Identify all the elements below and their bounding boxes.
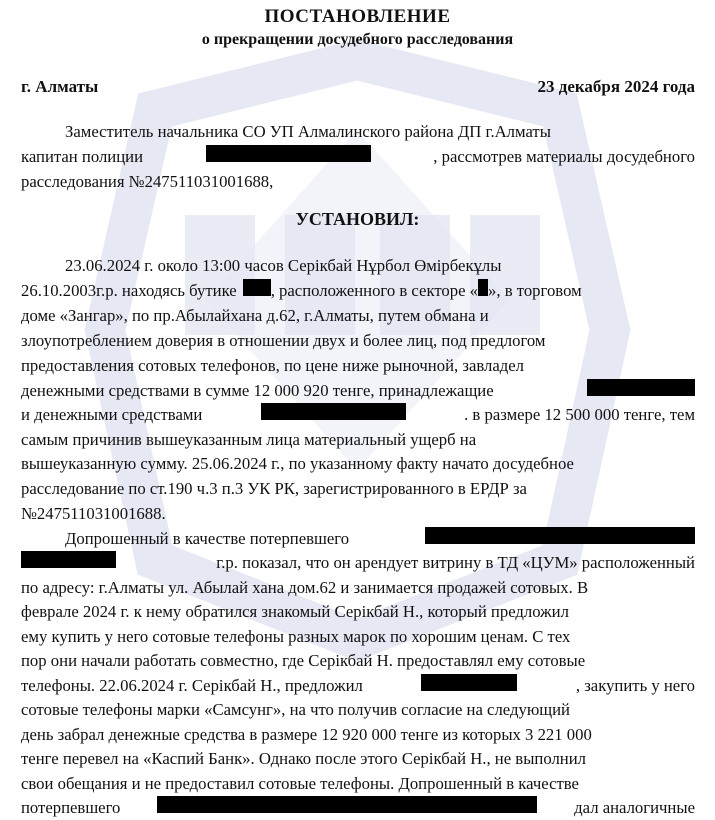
p1-line: вышеуказанную сумму. 25.06.2024 г., по указанному факту начато досудебное xyxy=(21,454,574,473)
redaction-block xyxy=(206,145,371,162)
p2-line: день забрал денежные средства в размере 12 920 000 тенге из которых 3 221 000 xyxy=(21,725,592,744)
p1-line: денежными средствами в сумме 12 000 920 тенге, принадлежащие xyxy=(21,379,695,403)
p2-line: ему купить у него сотовые телефоны разных марок по хорошим ценам. С тех xyxy=(21,627,571,646)
redaction-block xyxy=(478,279,488,296)
p1-line: №247511031001688. xyxy=(21,504,166,523)
redaction-block xyxy=(21,551,116,568)
redaction-block xyxy=(425,527,695,544)
p2-line: телефоны. 22.06.2024 г. Серікбай Н., предложил , закупить у него xyxy=(21,676,695,695)
p1-line: 26.10.2003г.р. находясь бутике , расположенного в секторе « », в торговом xyxy=(21,281,582,300)
redaction-block xyxy=(421,674,517,691)
city: г. Алматы xyxy=(21,77,99,96)
p1-line: расследование по ст.190 ч.3 п.3 УК РК, зарегистрированного в ЕРДР за xyxy=(21,479,527,498)
p2-line: по адресу: г.Алматы ул. Абылай хана дом.62 и занимается продажей сотовых. В xyxy=(21,578,589,597)
p2-line: тенге перевел на «Каспий Банк». Однако после этого Серікбай Н., не выполнил xyxy=(21,749,586,768)
document-date: 23 декабря 2024 года xyxy=(537,77,695,96)
p2-line: Допрошенный в качестве потерпевшего xyxy=(65,527,695,551)
intro-line-1: Заместитель начальника СО УП Алмалинского района ДП г.Алматы xyxy=(65,122,551,141)
section-heading: УСТАНОВИЛ: xyxy=(295,209,420,229)
p1-line: доме «Зангар», по пр.Абылайхана д.62, г.Алматы, путем обмана и xyxy=(21,306,489,325)
p2-line: пор они начали работать совместно, где Серікбай Н. предоставлял ему сотовые xyxy=(21,651,586,670)
redaction-block xyxy=(157,796,537,813)
p2-line: свои обещания и не предоставил сотовые телефоны. Допрошенный в качестве xyxy=(21,774,579,793)
intro-line-3: расследования №247511031001688, xyxy=(21,172,274,191)
p1-line: и денежными средствами . в размере 12 500 000 тенге, тем xyxy=(21,405,695,424)
p2-line: потерпевшего дал аналогичные xyxy=(21,798,695,817)
intro-line-2: капитан полиции , рассмотрев материалы досудебного xyxy=(21,147,695,166)
p1-line: предоставления сотовых телефонов, по цене ниже рыночной, завладел xyxy=(21,356,524,375)
p2-line: г.р. показал, что он арендует витрину в ТД «ЦУМ» расположенный xyxy=(21,551,695,575)
p1-line: злоупотреблением доверия в отношении двух и более лиц, под предлогом xyxy=(21,331,546,350)
redaction-block xyxy=(243,279,271,296)
p2-line: сотовые телефоны марки «Самсунг», на что получив согласие на следующий xyxy=(21,700,570,719)
redaction-block xyxy=(261,403,406,420)
document-subtitle: о прекращении досудебного расследования xyxy=(201,31,514,48)
p1-line: самым причинив вышеуказанным лица материальный ущерб на xyxy=(21,430,477,449)
p1-line: 23.06.2024 г. около 13:00 часов Серікбай Нұрбол Өмірбекұлы xyxy=(65,256,502,275)
redaction-block xyxy=(587,379,695,396)
document-title: ПОСТАНОВЛЕНИЕ xyxy=(264,6,451,27)
p2-line: феврале 2024 г. к нему обратился знакомый Серікбай Н., который предложил xyxy=(21,602,569,621)
